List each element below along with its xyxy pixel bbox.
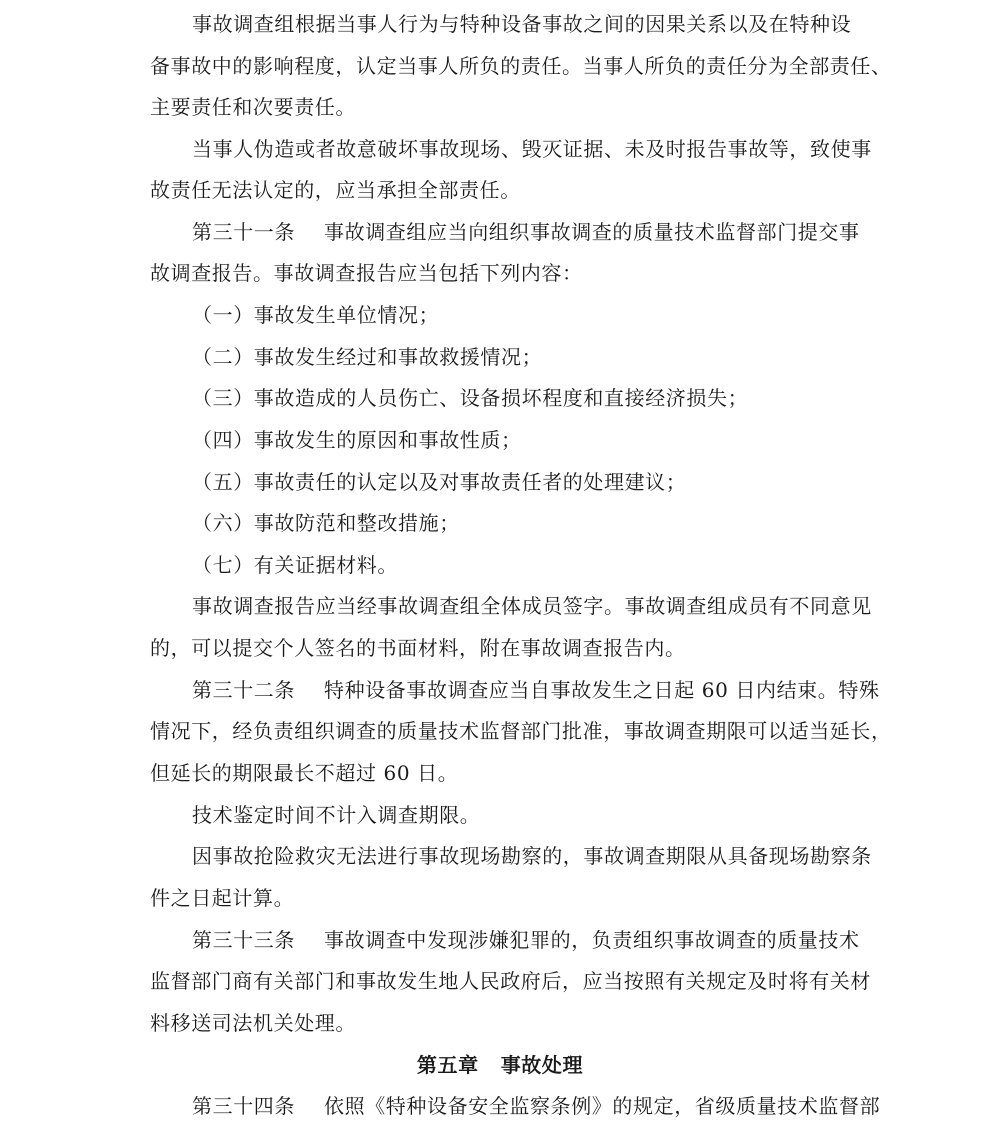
article-33-title: 第三十三条	[192, 928, 295, 952]
paragraph-line: 事故调查报告应当经事故调查组全体成员签字。事故调查组成员有不同意见	[192, 594, 872, 618]
paragraph-line: 监督部门商有关部门和事故发生地人民政府后，应当按照有关规定及时将有关材	[150, 969, 871, 993]
paragraph-line: 件之日起计算。	[150, 886, 295, 910]
article-33-text: 事故调查中发现涉嫌犯罪的，负责组织事故调查的质量技术	[324, 928, 860, 952]
paragraph-line: 但延长的期限最长不超过 60 日。	[150, 761, 459, 785]
article-32-title: 第三十二条	[192, 678, 295, 702]
paragraph-line: 情况下，经负责组织调查的质量技术监督部门批准，事故调查期限可以适当延长，	[150, 719, 892, 743]
chapter-title: 事故处理	[500, 1053, 584, 1077]
paragraph-line: 的，可以提交个人签名的书面材料，附在事故调查报告内。	[150, 636, 686, 660]
list-item: （四）事故发生的原因和事故性质；	[192, 428, 522, 452]
article-31-text: 事故调查组应当向组织事故调查的质量技术监督部门提交事	[324, 220, 860, 244]
list-item: （三）事故造成的人员伤亡、设备损坏程度和直接经济损失；	[192, 386, 749, 410]
paragraph-line: 当事人伪造或者故意破坏事故现场、毁灭证据、未及时报告事故等，致使事	[192, 137, 872, 161]
list-item: （一）事故发生单位情况；	[192, 303, 440, 327]
paragraph-line: 事故调查组根据当事人行为与特种设备事故之间的因果关系以及在特种设	[192, 12, 852, 36]
article-31-title: 第三十一条	[192, 220, 295, 244]
chapter-heading	[0, 1053, 1000, 1077]
list-item: （五）事故责任的认定以及对事故责任者的处理建议；	[192, 470, 687, 494]
article-34-text: 依照《特种设备安全监察条例》的规定，省级质量技术监督部	[324, 1094, 881, 1118]
article-33-line	[192, 928, 860, 952]
paragraph-line: 料移送司法机关处理。	[150, 1011, 356, 1035]
paragraph-line: 技术鉴定时间不计入调查期限。	[192, 803, 481, 827]
article-32-line	[192, 678, 880, 702]
list-item: （七）有关证据材料。	[192, 553, 398, 577]
paragraph-line: 主要责任和次要责任。	[150, 95, 356, 119]
article-31-line	[192, 220, 860, 244]
article-34-title: 第三十四条	[192, 1094, 295, 1118]
chapter-number: 第五章	[416, 1053, 479, 1077]
list-item: （二）事故发生经过和事故救援情况；	[192, 345, 543, 369]
paragraph-line: 故调查报告。事故调查报告应当包括下列内容：	[150, 261, 583, 285]
paragraph-line: 因事故抢险救灾无法进行事故现场勘察的，事故调查期限从具备现场勘察条	[192, 844, 872, 868]
list-item: （六）事故防范和整改措施；	[192, 511, 460, 535]
paragraph-line: 故责任无法认定的，应当承担全部责任。	[150, 178, 521, 202]
article-34-line	[192, 1094, 880, 1118]
paragraph-line: 备事故中的影响程度，认定当事人所负的责任。当事人所负的责任分为全部责任、	[150, 54, 892, 78]
article-32-text: 特种设备事故调查应当自事故发生之日起 60 日内结束。特殊	[324, 678, 880, 702]
